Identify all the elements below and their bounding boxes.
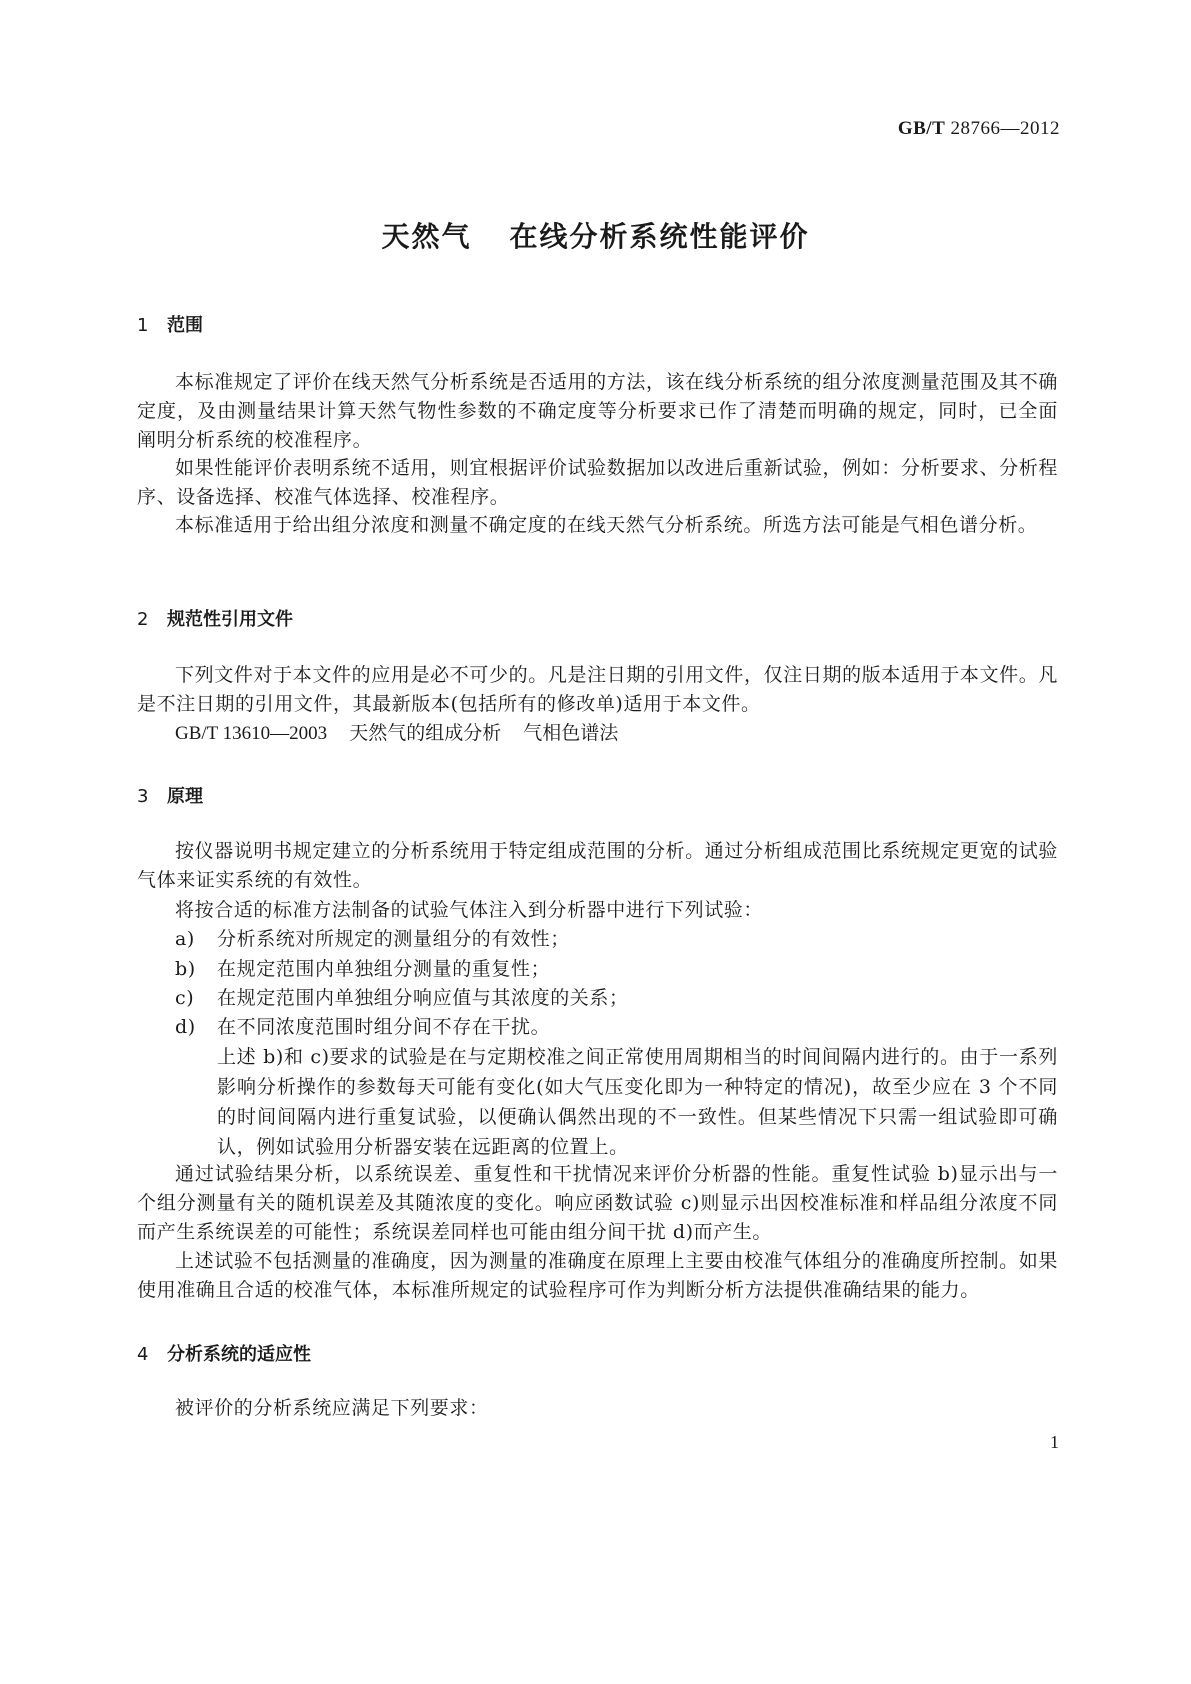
section-3-heading [137, 782, 203, 808]
list-marker: b) [175, 958, 196, 980]
list-item [175, 984, 1058, 1013]
standard-number: 28766—2012 [950, 118, 1060, 139]
list-item [175, 955, 1058, 984]
list-text: 在不同浓度范围时组分间不存在干扰。 [217, 1016, 551, 1038]
section-number: 4 [137, 1344, 149, 1365]
standard-prefix: GB/T [897, 118, 946, 139]
paragraph: 将按合适的标准方法制备的试验气体注入到分析器中进行下列试验： [175, 899, 764, 921]
section-title: 原理 [167, 786, 203, 807]
standard-code [898, 118, 1060, 140]
section-title: 规范性引用文件 [167, 609, 293, 630]
reference-code: GB/T 13610—2003 [175, 723, 328, 744]
list-item [175, 925, 1058, 954]
list-note: 上述 b)和 c)要求的试验是在与定期校准之间正常使用周期相当的时间间隔内进行的。由于一系列影响分析操作的参数每天可能有变化(如大气压变化即为一种特定的情况)，故至少应在 3 个不同的时间间隔内进行重复试验，以便确认偶然出现的不一致性。但某些情况下只需一组试验即可确认，例如试验用分析器安装在远距离的位置上。 [217, 1046, 1058, 1158]
section-title: 范围 [167, 315, 203, 336]
reference-title-b: 气相色谱法 [523, 722, 619, 744]
paragraph: 本标准适用于给出组分浓度和测量不确定度的在线天然气分析系统。所选方法可能是气相色谱分析。 [175, 514, 1038, 536]
paragraph: 按仪器说明书规定建立的分析系统用于特定组成范围的分析。通过分析组成范围比系统规定更宽的试验气体来证实系统的有效性。 [137, 840, 1058, 891]
section-number: 2 [137, 609, 149, 630]
document-title [0, 215, 1191, 255]
paragraph: 下列文件对于本文件的应用是必不可少的。凡是注日期的引用文件，仅注日期的版本适用于本文件。凡是不注日期的引用文件，其最新版本(包括所有的修改单)适用于本文件。 [137, 664, 1058, 715]
section-number: 1 [137, 315, 149, 336]
section-number: 3 [137, 786, 149, 807]
paragraph: 被评价的分析系统应满足下列要求： [175, 1397, 489, 1419]
list-marker: d) [175, 1016, 196, 1038]
paragraph: 本标准规定了评价在线天然气分析系统是否适用的方法，该在线分析系统的组分浓度测量范围及其不确定度，及由测量结果计算天然气物性参数的不确定度等分析要求已作了清楚而明确的规定，同时，已全面阐明分析系统的校准程序。 [137, 371, 1058, 451]
section-4-heading [137, 1340, 311, 1366]
reference-title-a: 天然气的组成分析 [349, 722, 502, 744]
title-part-1: 天然气 [381, 220, 472, 253]
title-part-2: 在线分析系统性能评价 [509, 220, 810, 253]
list-item [175, 1013, 1058, 1042]
paragraph: 上述试验不包括测量的准确度，因为测量的准确度在原理上主要由校准气体组分的准确度所控制。如果使用准确且合适的校准气体，本标准所规定的试验程序可作为判断分析方法提供准确结果的能力。 [137, 1250, 1058, 1301]
paragraph: 通过试验结果分析，以系统误差、重复性和干扰情况来评价分析器的性能。重复性试验 b)显示出与一个组分测量有关的随机误差及其随浓度的变化。响应函数试验 c)则显示出因校准标准和样品组分浓度不同而产生系统误差的可能性；系统误差同样也可能由组分间干扰 d)而产生。 [137, 1163, 1058, 1243]
list-text: 在规定范围内单独组分响应值与其浓度的关系； [217, 987, 629, 1009]
list-text: 分析系统对所规定的测量组分的有效性； [217, 928, 570, 950]
section-1-heading [137, 311, 203, 337]
paragraph: 如果性能评价表明系统不适用，则宜根据评价试验数据加以改进后重新试验，例如：分析要求、分析程序、设备选择、校准气体选择、校准程序。 [137, 457, 1058, 508]
normative-reference [175, 719, 618, 748]
list-marker: c) [175, 987, 195, 1009]
section-title: 分析系统的适应性 [167, 1344, 311, 1365]
list-marker: a) [175, 928, 195, 950]
page-number: 1 [1050, 1432, 1059, 1452]
list-text: 在规定范围内单独组分测量的重复性； [217, 958, 551, 980]
section-2-heading [137, 605, 293, 631]
